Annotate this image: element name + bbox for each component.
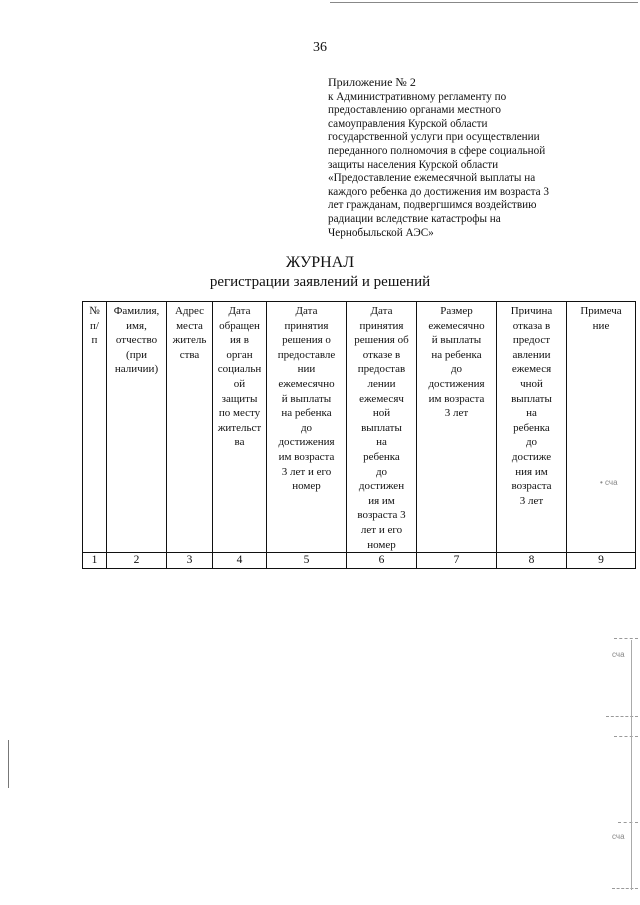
column-header-line: места [176,319,203,332]
annex-block [328,76,568,240]
column-header-line: предостав [357,363,406,376]
annex-line: самоуправления Курской области [328,117,488,130]
column-number: 8 [497,553,567,569]
annex-title: Приложение № 2 [328,75,416,89]
column-header [347,302,417,553]
annex-line: предоставлению органами местного [328,104,501,117]
column-header [213,302,267,553]
column-header-line: до [450,363,463,376]
column-header-line: лении [367,377,396,390]
column-number: 4 [213,553,267,569]
column-header-line: ной [372,407,391,420]
column-header-line: отказа в [512,319,551,332]
column-header-line: 3 лет [519,494,544,507]
column-header-line: авлении [512,348,551,361]
column-header-line: Адрес [174,305,205,317]
column-header-line: выплаты [511,392,552,405]
annex-line: переданного полномочия в сфере социальной [328,144,546,157]
column-header-line: возраста 3 [357,509,406,522]
column-header-line: й выплаты [281,392,332,405]
column-header [167,302,213,553]
column-header-line: принятия [284,319,329,332]
margin-dash [614,736,638,737]
margin-mark: сча [612,832,625,841]
annex-line: лет гражданам, подвергшимся воздействию [328,199,537,212]
column-header-line: достижения [428,377,485,390]
column-header-line: № [89,305,100,317]
column-header-line: чной [520,377,543,390]
column-header-line: Размер [440,305,473,317]
column-header-line: номер [367,538,396,551]
column-header-line: п/ [90,319,99,332]
column-header-line: отчество [115,334,158,347]
page-number: 36 [313,40,327,55]
column-number: 3 [167,553,213,569]
margin-dash [614,638,638,639]
table-header-row [83,302,636,553]
top-rule [330,2,638,3]
margin-mark: • сча [600,478,618,487]
annex-line: к Административному регламенту по [328,90,507,103]
column-header-line: ва [234,436,245,449]
column-header [417,302,497,553]
column-header-line: отказе в [362,348,401,361]
margin-dash [612,888,638,889]
column-header-line: лет и его [360,523,403,536]
column-header-line: решения о [282,334,331,347]
margin-dash [606,716,638,717]
left-margin-line [8,740,9,788]
column-header-line: ребенка [363,450,400,463]
column-header-line: ия в [230,334,249,347]
column-header-line: 3 лет и его [281,465,332,478]
column-header-line: решения об [354,334,409,347]
column-header-line: жительст [217,421,262,434]
column-header-line: предоставле [277,348,336,361]
column-header-line: защиты [221,392,258,405]
column-header-line: ия им [368,494,395,507]
column-header-line: житель [172,334,207,347]
column-header-line: принятия [359,319,404,332]
margin-line [631,640,632,890]
column-header-line: Фамилия, [113,305,160,317]
column-header-line: достиже [511,450,552,463]
column-header-line: до [525,436,538,449]
column-header-line: 3 лет [444,407,469,420]
column-header-line: ежемесяч [359,392,404,405]
column-header-line: на [526,407,537,420]
column-number: 7 [417,553,497,569]
column-number: 2 [107,553,167,569]
column-header [497,302,567,553]
annex-line: каждого ребенка до достижения им возраста 3 [328,185,549,198]
column-header-line: ежемесячно [428,319,485,332]
column-header-line: ребенка [513,421,550,434]
column-header [107,302,167,553]
column-header-line: обращен [219,319,260,332]
annex-line: защиты населения Курской области [328,158,499,171]
column-header [267,302,347,553]
column-header-line: ой [233,377,246,390]
column-header-line: Дата [228,305,251,317]
column-header-line: имя, [126,319,147,332]
margin-mark: сча [612,650,625,659]
column-header-line: на ребенка [431,348,482,361]
column-header-line: Причина [510,305,553,317]
column-header-line: (при [126,348,147,361]
table-number-row [83,553,636,569]
annex-line: Чернобыльской АЭС» [328,226,434,239]
column-header-line: им возраста [428,392,485,405]
journal-subtitle: регистрации заявлений и решений [209,274,431,290]
column-header-line: по месту [218,407,261,420]
annex-line: государственной услуги при осуществлении [328,131,540,144]
column-header-line: выплаты [361,421,402,434]
column-header-line: предост [512,334,551,347]
column-header-line: Дата [295,305,318,317]
column-header-line: орган [226,348,253,361]
column-header-line: Дата [370,305,393,317]
annex-line: радиации вследствие катастрофы на [328,212,501,225]
column-header-line: наличии) [114,363,159,376]
column-header-line: ния им [515,465,548,478]
column-header-line: достижен [358,480,405,493]
column-header-line: ежемесячно [278,377,335,390]
column-number: 5 [267,553,347,569]
column-header-line: возраста [511,480,552,493]
column-header-line: им возраста [278,450,335,463]
column-header-line: социальн [217,363,262,376]
column-header-line: на [376,436,387,449]
column-header-line: ние [592,319,610,332]
column-header-line: й выплаты [431,334,482,347]
registration-table [82,301,636,569]
annex-line: «Предоставление ежемесячной выплаты на [328,172,536,185]
column-header-line: до [375,465,388,478]
journal-title: ЖУРНАЛ [285,254,355,271]
column-header-line: достижения [278,436,335,449]
column-header-line: ства [179,348,200,361]
column-number: 1 [83,553,107,569]
column-header [567,302,636,553]
column-header-line: п [91,334,98,347]
margin-dash [618,822,638,823]
column-header-line: Примеча [580,305,622,317]
column-number: 9 [567,553,636,569]
column-header-line: номер [292,480,321,493]
column-header-line: нии [297,363,316,376]
column-header [83,302,107,553]
column-header-line: до [300,421,313,434]
column-header-line: на ребенка [281,407,332,420]
column-number: 6 [347,553,417,569]
column-header-line: ежемеся [511,363,552,376]
